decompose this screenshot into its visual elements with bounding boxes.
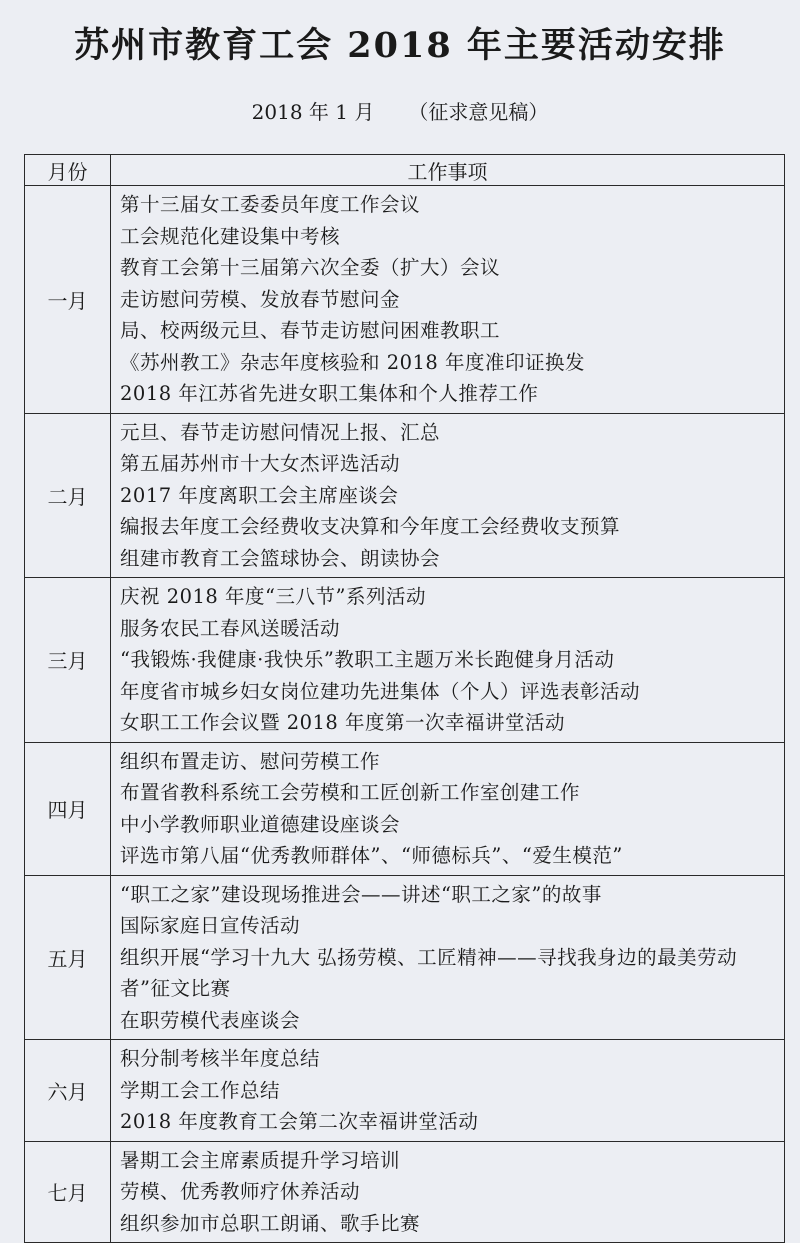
table-row	[25, 578, 785, 743]
month-cell: 六月	[25, 1040, 111, 1142]
document-title: 苏州市教育工会 2018 年主要活动安排	[74, 25, 726, 66]
table-header-row	[25, 155, 785, 186]
month-cell: 五月	[25, 875, 111, 1040]
table-row	[25, 1141, 785, 1243]
items-cell	[111, 413, 785, 578]
table-row	[25, 875, 785, 1040]
month-cell: 三月	[25, 578, 111, 743]
draft-note: （征求意见稿）	[408, 100, 549, 124]
activity-item: 局、校两级元旦、春节走访慰问困难教职工	[120, 319, 501, 342]
activity-item: 暑期工会主席素质提升学习培训	[120, 1148, 401, 1172]
activity-item: 中小学教师职业道德建设座谈会	[120, 812, 401, 836]
activity-item: 组织布置走访、慰问劳模工作	[120, 749, 381, 773]
activity-item: 走访慰问劳模、发放春节慰问金	[120, 287, 401, 311]
activity-item: 编报去年度工会经费收支决算和今年度工会经费收支预算	[120, 515, 621, 538]
document-date: 2018 年 1 月	[251, 100, 375, 124]
activity-item: 教育工会第十三届第六次全委（扩大）会议	[120, 256, 501, 279]
activity-item: 评选市第八届“优秀教师群体”、“师德标兵”、“爱生模范”	[120, 844, 623, 867]
activity-item: 积分制考核半年度总结	[120, 1047, 321, 1070]
table-row	[25, 413, 785, 578]
activity-item: 劳模、优秀教师疗休养活动	[120, 1180, 361, 1203]
activity-item: 国际家庭日宣传活动	[120, 914, 301, 937]
document-subtitle	[0, 96, 800, 125]
activity-item: 组织开展“学习十九大 弘扬劳模、工匠精神——寻找我身边的最美劳动者”征文比赛	[120, 945, 738, 1000]
schedule-body	[25, 186, 785, 1243]
activity-item: 《苏州教工》杂志年度核验和 2018 年度准印证换发	[120, 350, 586, 374]
activity-item: 在职劳模代表座谈会	[120, 1008, 301, 1032]
activity-item: 服务农民工春风送暖活动	[120, 616, 341, 640]
items-column-header: 工作事项	[111, 155, 785, 186]
activity-item: 2017 年度离职工会主席座谈会	[120, 483, 399, 507]
month-cell: 二月	[25, 413, 111, 578]
activity-item: 元旦、春节走访慰问情况上报、汇总	[120, 420, 441, 444]
items-cell	[111, 186, 785, 414]
activity-item: 2018 年江苏省先进女职工集体和个人推荐工作	[120, 382, 539, 405]
activity-item: 学期工会工作总结	[120, 1078, 281, 1102]
items-cell	[111, 742, 785, 875]
table-row	[25, 1040, 785, 1142]
activity-item: “职工之家”建设现场推进会——讲述“职工之家”的故事	[120, 882, 602, 906]
items-cell	[111, 1040, 785, 1142]
month-cell: 一月	[25, 186, 111, 414]
table-row	[25, 186, 785, 414]
activity-item: 第五届苏州市十大女杰评选活动	[120, 452, 401, 475]
month-cell: 四月	[25, 742, 111, 875]
activity-item: 女职工工作会议暨 2018 年度第一次幸福讲堂活动	[120, 711, 566, 734]
items-cell	[111, 578, 785, 743]
month-cell: 七月	[25, 1141, 111, 1243]
activity-item: 组织参加市总职工朗诵、歌手比赛	[120, 1211, 421, 1235]
items-cell	[111, 1141, 785, 1243]
activity-item: “我锻炼·我健康·我快乐”教职工主题万米长跑健身月活动	[120, 648, 615, 671]
activity-item: 年度省市城乡妇女岗位建功先进集体（个人）评选表彰活动	[120, 679, 641, 703]
items-cell	[111, 875, 785, 1040]
activity-item: 第十三届女工委委员年度工作会议	[120, 193, 421, 216]
activity-item: 2018 年度教育工会第二次幸福讲堂活动	[120, 1110, 479, 1133]
activity-item: 工会规范化建设集中考核	[120, 224, 341, 248]
activity-schedule-table	[24, 154, 785, 1243]
activity-item: 组建市教育工会篮球协会、朗读协会	[120, 546, 441, 570]
month-column-header: 月份	[25, 155, 111, 186]
activity-item: 庆祝 2018 年度“三八节”系列活动	[120, 585, 426, 608]
table-row	[25, 742, 785, 875]
activity-item: 布置省教科系统工会劳模和工匠创新工作室创建工作	[120, 781, 581, 804]
